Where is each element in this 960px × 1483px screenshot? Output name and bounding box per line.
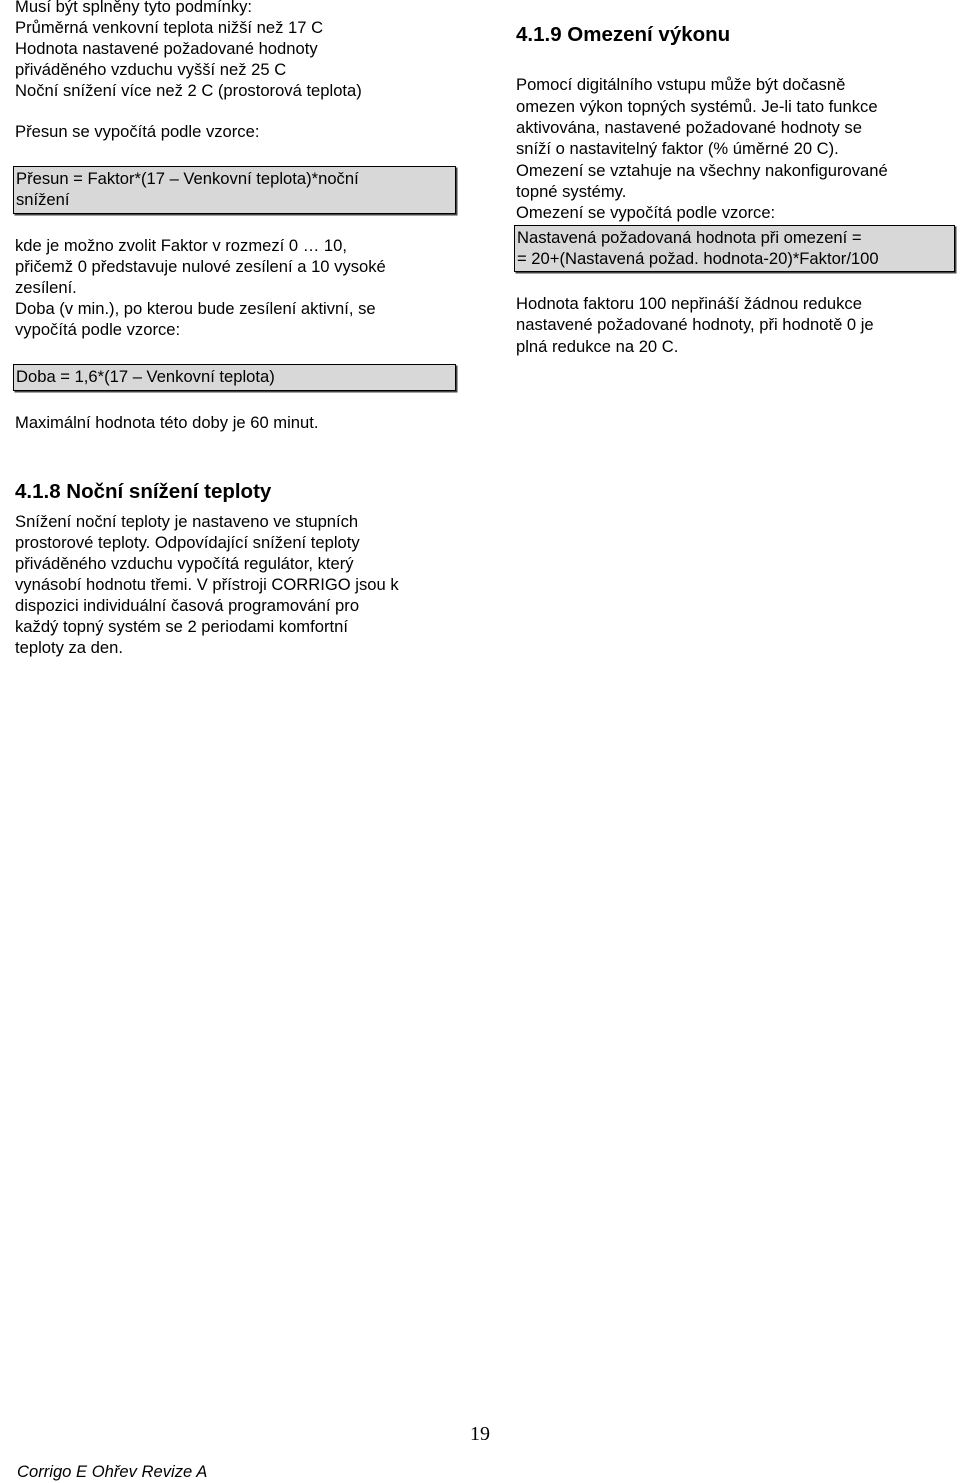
shift-formula-box [13,166,456,214]
section-418-body-line: přiváděného vzduchu vypočítá regulátor, který [15,554,354,573]
section-418-body-line: Snížení noční teploty je nastaveno ve stupních [15,512,359,531]
factor-note-line: Hodnota faktoru 100 nepřináší žádnou redukce [516,294,862,313]
section-419-body-line: Omezení se vztahuje na všechny nakonfigurované [516,161,888,180]
section-418-body-line: dispozici individuální časová programování pro [15,596,360,615]
section-418-body-line: vynásobí hodnotu třemi. V přístroji CORRIGO jsou k [15,575,399,594]
duration-formula-box [13,364,456,391]
limit-formula-line: Nastavená požadovaná hodnota při omezení = [517,228,862,247]
page-number: 19 [470,1423,490,1445]
factor-text-line: zesílení. [15,278,77,297]
section-heading-418: 4.1.8 Noční snížení teploty [15,480,272,503]
footer-document-title: Corrigo E Ohřev Revize A [17,1462,208,1481]
limit-formula-box [514,225,955,272]
section-418-body-line: teploty za den. [15,638,123,657]
shift-formula-line: Přesun = Faktor*(17 – Venkovní teplota)*noční [16,169,359,188]
factor-text-line: přičemž 0 představuje nulové zesílení a 10 vysoké [15,257,386,276]
section-419-body-line: omezen výkon topných systémů. Je-li tato funkce [516,97,878,116]
condition-item: Průměrná venkovní teplota nižší než 17 C [15,18,324,37]
condition-item: Noční snížení více než 2 C (prostorová teplota) [15,81,362,100]
duration-formula: Doba = 1,6*(17 – Venkovní teplota) [16,367,275,386]
section-418-body-line: prostorové teploty. Odpovídající snížení teploty [15,533,360,552]
factor-text-line: kde je možno zvolit Faktor v rozmezí 0 … 10, [15,236,347,255]
section-419-body-line: sníží o nastavitelný faktor (% úměrné 20 C). [516,139,839,158]
section-419-body-line: Pomocí digitálního vstupu může být dočasně [516,75,846,94]
limit-formula-line: = 20+(Nastavená požad. hodnota-20)*Faktor/100 [517,249,879,268]
shift-formula-line: snížení [16,190,70,209]
condition-item: přiváděného vzduchu vyšší než 25 C [15,60,287,79]
factor-note-line: nastavené požadované hodnoty, při hodnotě 0 je [516,315,874,334]
section-heading-419: 4.1.9 Omezení výkonu [516,23,731,46]
section-419-body-line: aktivována, nastavené požadované hodnoty se [516,118,862,137]
section-419-body-line: Omezení se vypočítá podle vzorce: [516,203,776,222]
section-418-body-line: každý topný systém se 2 periodami komfortní [15,617,348,636]
max-duration-text: Maximální hodnota této doby je 60 minut. [15,413,319,432]
factor-note-line: plná redukce na 20 C. [516,337,679,356]
conditions-intro: Musí být splněny tyto podmínky: [15,0,253,16]
factor-text-line: vypočítá podle vzorce: [15,320,181,339]
section-419-body-line: topné systémy. [516,182,627,201]
factor-text-line: Doba (v min.), po kterou bude zesílení aktivní, se [15,299,376,318]
shift-intro: Přesun se vypočítá podle vzorce: [15,122,260,141]
condition-item: Hodnota nastavené požadované hodnoty [15,39,318,58]
